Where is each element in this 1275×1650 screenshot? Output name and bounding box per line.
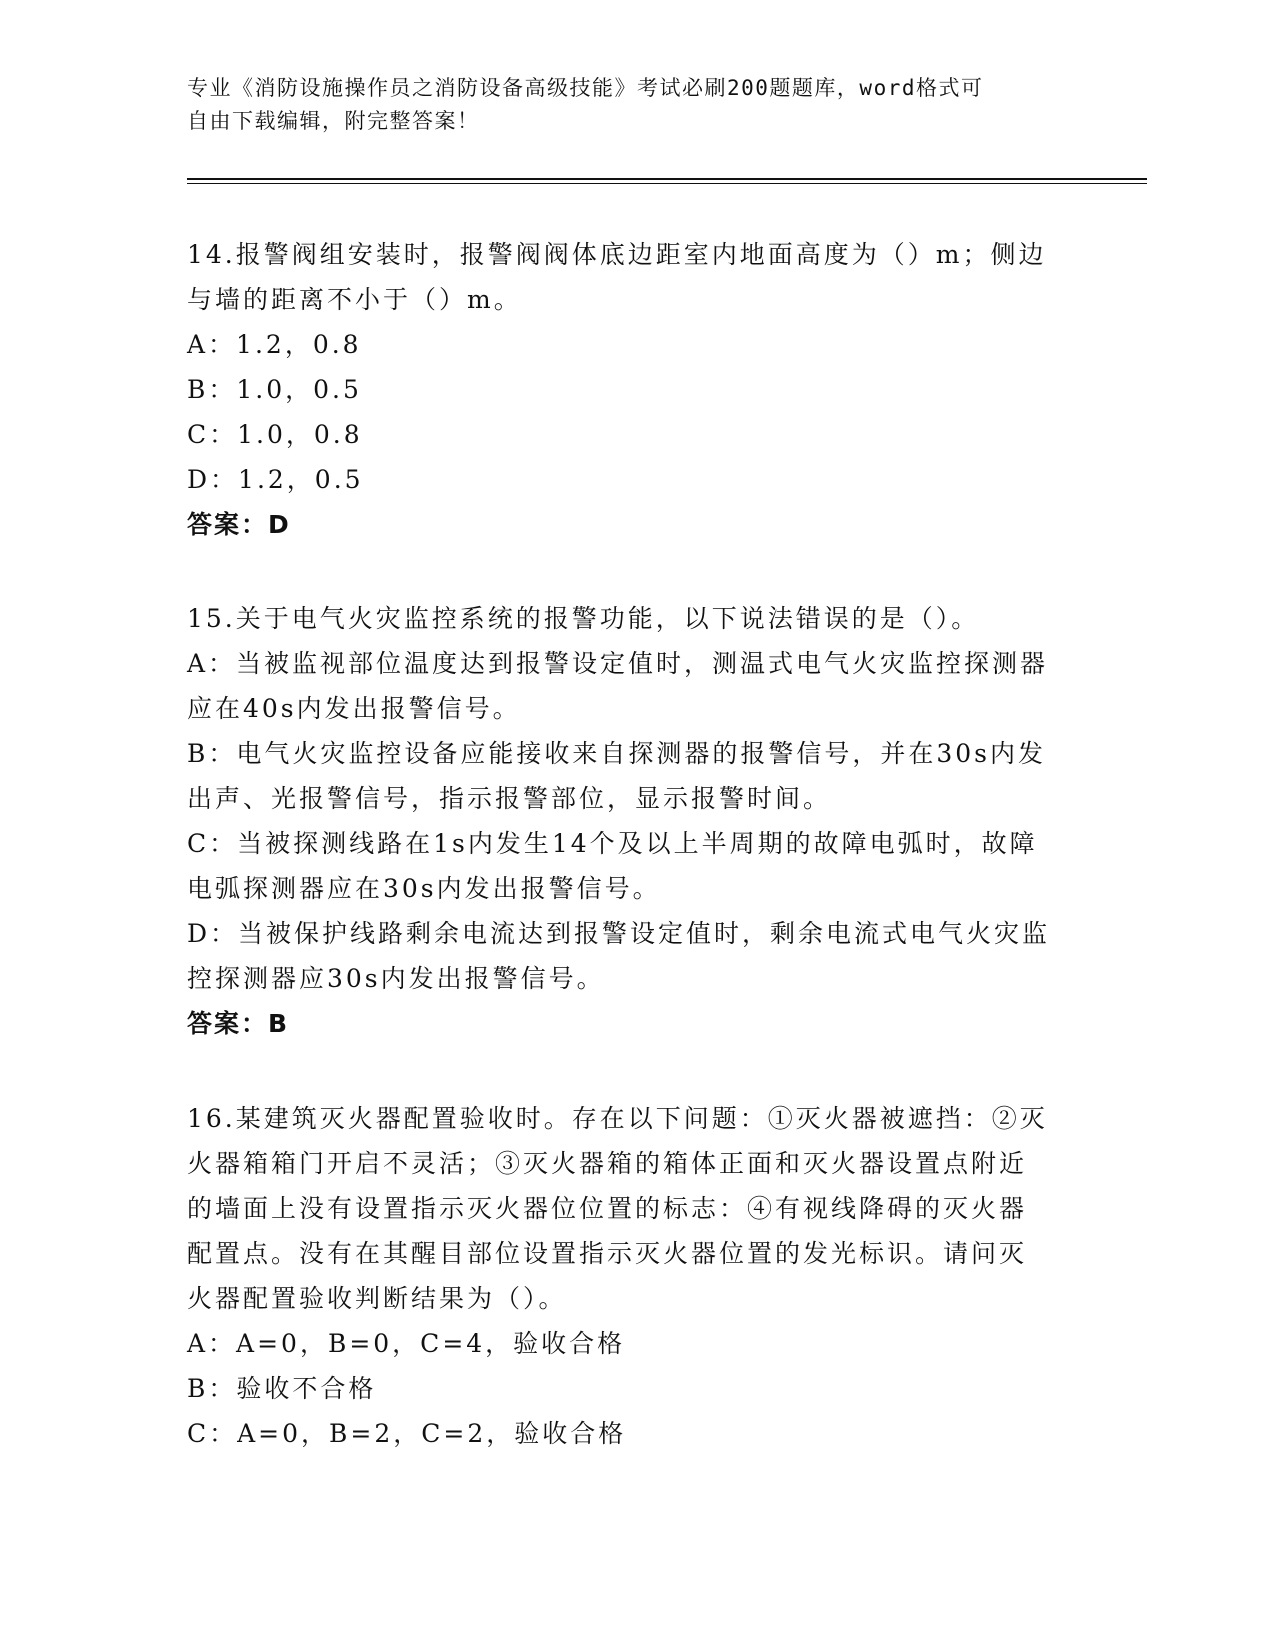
answer-label: 答案：D [187,510,291,539]
option-c: C：当被探测线路在1s内发生14个及以上半周期的故障电弧时，故障 [187,829,1038,858]
answer-label: 答案：B [187,1009,290,1038]
header-divider-thin [187,183,1147,184]
question-stem-line: 14.报警阀组安装时，报警阀阀体底边距室内地面高度为（）m；侧边 [187,240,1047,269]
option-d-continued: 控探测器应30s内发出报警信号。 [187,964,605,993]
question-stem-line: 配置点。没有在其醒目部位设置指示灭火器位置的发光标识。请问灭 [187,1239,1028,1268]
option-b: B：验收不合格 [187,1374,377,1403]
option-b-continued: 出声、光报警信号，指示报警部位，显示报警时间。 [187,784,832,813]
question-stem-line: 的墙面上没有设置指示灭火器位位置的标志：④有视线降碍的灭火器 [187,1194,1028,1223]
question-16 [187,1096,1067,1456]
option-d: D：当被保护线路剩余电流达到报警设定值时，剩余电流式电气火灾监 [187,919,1051,948]
option-a: A：1.2，0.8 [187,330,362,359]
option-a: A：A=0，B=0，C=4，验收合格 [187,1329,626,1358]
option-d: D：1.2，0.5 [187,465,364,494]
option-c: C：A=0，B=2，C=2，验收合格 [187,1419,627,1448]
header-line-2: 自由下载编辑，附完整答案！ [187,109,480,133]
question-stem-line: 16.某建筑灭火器配置验收时。存在以下问题：①灭火器被遮挡：②灭 [187,1104,1048,1133]
option-c-continued: 电弧探测器应在30s内发出报警信号。 [187,874,661,903]
option-b: B：电气火灾监控设备应能接收来自探测器的报警信号，并在30s内发 [187,739,1047,768]
option-b: B：1.0，0.5 [187,375,362,404]
document-header [187,72,1067,138]
header-divider-thick [187,178,1147,180]
question-15 [187,596,1067,1046]
question-stem-line: 与墙的距离不小于（）m。 [187,285,522,314]
option-a: A：当被监视部位温度达到报警设定值时，测温式电气火灾监控探测器 [187,649,1049,678]
option-a-continued: 应在40s内发出报警信号。 [187,694,521,723]
question-stem-line: 15.关于电气火灾监控系统的报警功能，以下说法错误的是（）。 [187,604,980,633]
question-14 [187,232,1067,547]
question-stem-line: 火器配置验收判断结果为（）。 [187,1284,567,1313]
option-c: C：1.0，0.8 [187,420,363,449]
question-stem-line: 火器箱箱门开启不灵活；③灭火器箱的箱体正面和灭火器设置点附近 [187,1149,1028,1178]
header-line-1: 专业《消防设施操作员之消防设备高级技能》考试必刷200题题库，word格式可 [187,76,984,100]
